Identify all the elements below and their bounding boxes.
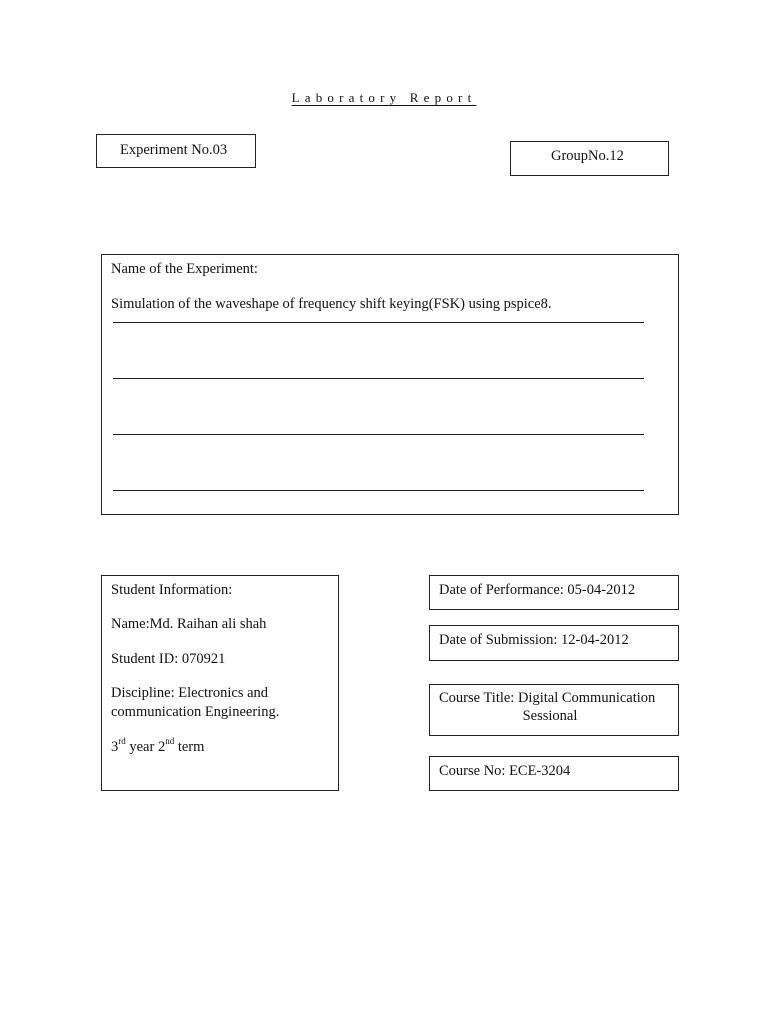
course-no: Course No: ECE-3204 xyxy=(439,763,571,779)
writing-line-4 xyxy=(113,490,644,491)
course-title-box xyxy=(429,684,679,736)
date-of-performance-box xyxy=(429,575,679,610)
term-label: term xyxy=(174,739,205,755)
course-title-line-1: Course Title: Digital Communication xyxy=(439,690,656,706)
date-of-submission-box xyxy=(429,625,679,661)
experiment-name-box xyxy=(101,254,679,515)
student-id: Student ID: 070921 xyxy=(111,651,226,667)
student-discipline-line-2: communication Engineering. xyxy=(111,704,280,720)
course-no-box xyxy=(429,756,679,791)
date-of-performance: Date of Performance: 05-04-2012 xyxy=(439,582,636,598)
student-name: Name:Md. Raihan ali shah xyxy=(111,616,267,632)
group-no: GroupNo.12 xyxy=(551,148,624,164)
student-year-term xyxy=(111,738,204,756)
experiment-no: Experiment No.03 xyxy=(120,142,228,158)
year-number: 3 xyxy=(111,739,119,755)
experiment-name: Simulation of the waveshape of frequency shift keying(FSK) using pspice8. xyxy=(111,296,552,312)
writing-line-1 xyxy=(113,322,644,323)
student-discipline-line-1: Discipline: Electronics and xyxy=(111,685,269,701)
term-suffix: nd xyxy=(165,736,175,746)
writing-line-3 xyxy=(113,434,644,435)
experiment-heading: Name of the Experiment: xyxy=(111,261,258,277)
writing-line-2 xyxy=(113,378,644,379)
year-suffix: rd xyxy=(118,736,126,746)
group-no-box xyxy=(510,141,669,176)
date-of-submission: Date of Submission: 12-04-2012 xyxy=(439,632,629,648)
student-heading: Student Information: xyxy=(111,582,233,598)
student-info-box xyxy=(101,575,339,791)
report-title: Laboratory Report xyxy=(291,90,477,105)
year-label: year 2 xyxy=(125,739,166,755)
course-title-line-2: Sessional xyxy=(522,708,578,724)
experiment-no-box xyxy=(96,134,256,168)
